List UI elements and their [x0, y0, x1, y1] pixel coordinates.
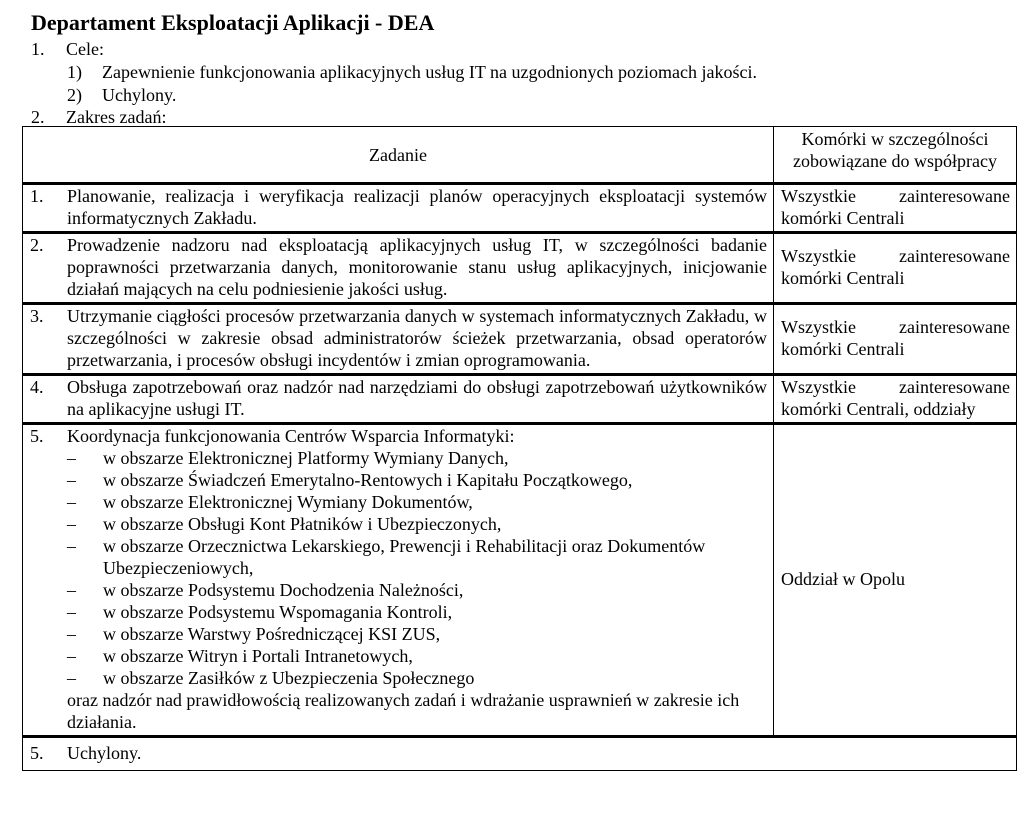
- units-cell: Wszystkie zainteresowane komórki Centrali: [774, 304, 1017, 375]
- goal-text: Zapewnienie funkcjonowania aplikacyjnych usług IT na uzgodnionych poziomach jakości.: [102, 62, 757, 82]
- section-label: Zakres zadań:: [66, 107, 167, 127]
- task-text: Obsługa zapotrzebowań oraz nadzór nad narzędziami do obsługi zapotrzebowań użytkowników na aplikacyjne usługi IT.: [67, 377, 767, 419]
- section-number: 1.: [31, 39, 45, 59]
- task-number: 3.: [30, 306, 44, 326]
- dash-bullet: –: [67, 448, 76, 468]
- goal-item: [67, 61, 757, 83]
- table-row: [23, 737, 1017, 771]
- task-number: 5.: [30, 743, 44, 763]
- tasks-table: [22, 126, 1017, 771]
- units-cell: Wszystkie zainteresowane komórki Centrali: [774, 233, 1017, 304]
- center-list-item: [23, 579, 767, 601]
- center-list-text: w obszarze Orzecznictwa Lekarskiego, Prewencji i Rehabilitacji oraz Dokumentów Ubezpieczeniowych,: [103, 536, 706, 578]
- dash-bullet: –: [67, 536, 76, 556]
- center-list-text: w obszarze Warstwy Pośredniczącej KSI ZUS,: [103, 624, 441, 644]
- header-task: Zadanie: [23, 127, 774, 184]
- task-text: Planowanie, realizacja i weryfikacja realizacji planów operacyjnych eksploatacji systemów informatycznych Zakładu.: [67, 186, 767, 228]
- dash-bullet: –: [67, 668, 76, 688]
- task-number: 5.: [30, 426, 44, 446]
- center-list-item: [23, 667, 767, 689]
- center-list-text: w obszarze Zasiłków z Ubezpieczenia Społecznego: [103, 668, 475, 688]
- dash-bullet: –: [67, 580, 76, 600]
- table-row: [23, 375, 1017, 424]
- task-cell: [23, 424, 774, 737]
- center-list-text: w obszarze Świadczeń Emerytalno-Rentowych i Kapitału Początkowego,: [103, 470, 633, 490]
- center-list-item: [23, 491, 767, 513]
- goal-text: Uchylony.: [102, 85, 177, 105]
- table-row: [23, 184, 1017, 233]
- task-number: 1.: [30, 186, 44, 206]
- center-list-item: [23, 623, 767, 645]
- center-list-item: [23, 469, 767, 491]
- dash-bullet: –: [67, 624, 76, 644]
- task-cell: [23, 304, 774, 375]
- center-list-text: w obszarze Podsystemu Wspomagania Kontroli,: [103, 602, 453, 622]
- center-list-text: w obszarze Podsystemu Dochodzenia Należności,: [103, 580, 464, 600]
- center-list-item: [23, 447, 767, 469]
- table-row: [23, 304, 1017, 375]
- header-units: Komórki w szczególności zobowiązane do współpracy: [774, 127, 1017, 184]
- task-cell: [23, 184, 774, 233]
- center-list-item: [23, 645, 767, 667]
- center-list-text: w obszarze Elektronicznej Wymiany Dokumentów,: [103, 492, 473, 512]
- document-title: Departament Eksploatacji Aplikacji - DEA: [31, 10, 435, 35]
- units-cell: Wszystkie zainteresowane komórki Centrali, oddziały: [774, 375, 1017, 424]
- goal-number: 1): [67, 62, 82, 82]
- center-list-item: [23, 601, 767, 623]
- table-header-row: [23, 127, 1017, 184]
- goal-number: 2): [67, 85, 82, 105]
- goal-item: [67, 84, 176, 106]
- dash-bullet: –: [67, 646, 76, 666]
- section-goals: [31, 38, 104, 60]
- table-row: [23, 233, 1017, 304]
- task-text: Utrzymanie ciągłości procesów przetwarzania danych w systemach informatycznych Zakładu, w szczególności w zakresie obsad administratorów ścieżek przetwarzania, obsad operatorów przetwarzania, i procesów obsługi incydentów i zmian oprogramowania.: [67, 306, 767, 370]
- dash-bullet: –: [67, 514, 76, 534]
- section-label: Cele:: [66, 39, 104, 59]
- task-text: Prowadzenie nadzoru nad eksploatacją aplikacyjnych usług IT, w szczególności badanie poprawności przetwarzania danych, monitorowanie stanu usług aplikacyjnych, inicjowanie działań mających na celu podniesienie jakości usług.: [67, 235, 767, 299]
- task-number: 4.: [30, 377, 44, 397]
- task-text: Uchylony.: [67, 743, 142, 763]
- section-number: 2.: [31, 107, 45, 127]
- dash-bullet: –: [67, 602, 76, 622]
- center-list-item: [23, 535, 767, 579]
- task-number: 2.: [30, 235, 44, 255]
- units-cell: Wszystkie zainteresowane komórki Centrali: [774, 184, 1017, 233]
- center-list-text: w obszarze Elektronicznej Platformy Wymiany Danych,: [103, 448, 509, 468]
- dash-bullet: –: [67, 492, 76, 512]
- center-list-text: w obszarze Witryn i Portali Intranetowych,: [103, 646, 413, 666]
- task-tail: oraz nadzór nad prawidłowością realizowanych zadań i wdrażanie usprawnień w zakresie ich działania.: [67, 690, 740, 732]
- centers-list: [67, 447, 767, 689]
- dash-bullet: –: [67, 470, 76, 490]
- center-list-item: [23, 513, 767, 535]
- task-intro: Koordynacja funkcjonowania Centrów Wsparcia Informatyki:: [67, 426, 515, 446]
- task-cell: [23, 233, 774, 304]
- task-cell: [23, 375, 774, 424]
- section-scope: [31, 106, 166, 128]
- task-cell: [23, 737, 1017, 771]
- units-cell: Oddział w Opolu: [774, 424, 1017, 737]
- center-list-text: w obszarze Obsługi Kont Płatników i Ubezpieczonych,: [103, 514, 502, 534]
- table-row: [23, 424, 1017, 737]
